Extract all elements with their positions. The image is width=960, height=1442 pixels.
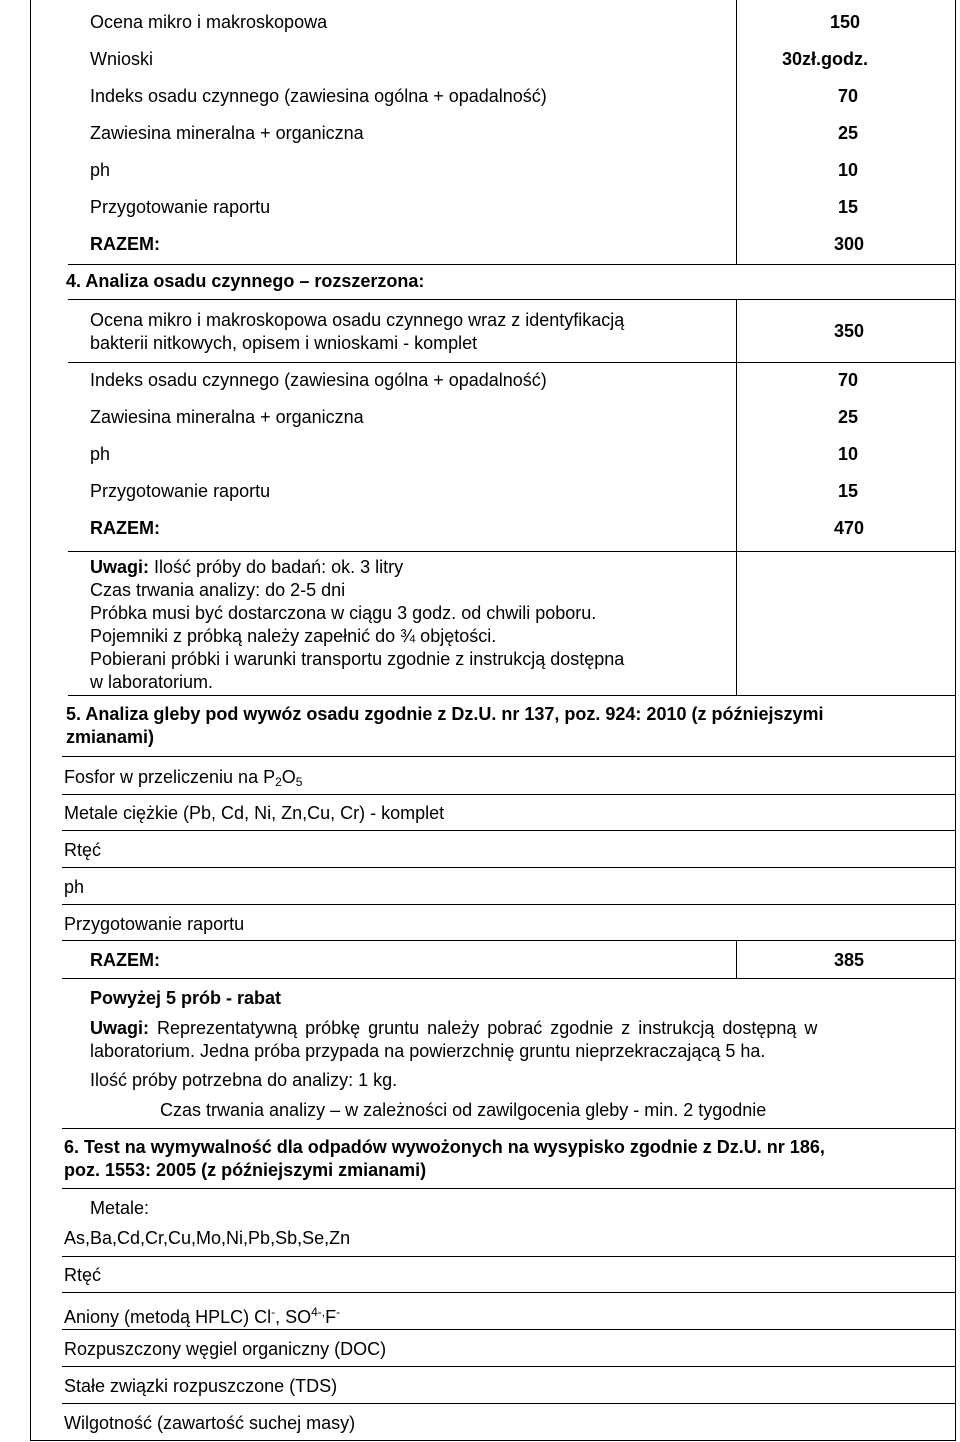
item-doc: Rozpuszczony węgiel organiczny (DOC) — [64, 1339, 387, 1359]
aniony-superscript: 4-, — [311, 1305, 326, 1319]
section-title: zmianami) — [66, 727, 155, 747]
column-divider — [736, 0, 737, 264]
notes-line: w laboratorium. — [90, 672, 214, 692]
total-value: 300 — [833, 234, 864, 254]
row-value: 70 — [837, 86, 858, 106]
row-label: Przygotowanie raportu — [90, 197, 271, 217]
aniony-text: Aniony (metodą HPLC) Cl — [64, 1307, 272, 1327]
row-divider — [62, 794, 956, 795]
uwagi-text: Reprezentatywną próbkę gruntu należy pobrać zgodnie z instrukcją dostępną w — [149, 1018, 818, 1038]
row-label: Zawiesina mineralna + organiczna — [90, 407, 364, 427]
fosfor-text: O — [281, 767, 296, 787]
row-divider — [62, 904, 956, 905]
item-tds: Stałe związki rozpuszczone (TDS) — [64, 1376, 338, 1396]
row-divider — [68, 264, 956, 265]
notes-line: Czas trwania analizy: do 2-5 dni — [90, 580, 346, 600]
uwagi-line: laboratorium. Jedna próba przypada na powierzchnię gruntu nieprzekraczającą 5 ha. — [90, 1041, 766, 1061]
total-label: RAZEM: — [90, 518, 160, 538]
aniony-text: , SO — [275, 1307, 312, 1327]
item-aniony — [64, 1301, 340, 1328]
row-divider — [62, 1329, 956, 1330]
uwagi-line: Ilość próby potrzebna do analizy: 1 kg. — [90, 1070, 398, 1090]
total-label: RAZEM: — [90, 234, 160, 254]
row-divider — [62, 830, 956, 831]
notes-text: Ilość próby do badań: ok. 3 litry — [149, 557, 404, 577]
row-label: Ocena mikro i makroskopowa — [90, 12, 328, 32]
row-divider — [68, 299, 956, 300]
row-value: 10 — [837, 444, 858, 464]
uwagi-line: Czas trwania analizy – w zależności od zawilgocenia gleby - min. 2 tygodnie — [160, 1100, 767, 1120]
row-label: bakterii nitkowych, opisem i wnioskami - komplet — [90, 333, 478, 353]
row-value: 150 — [829, 12, 860, 32]
row-value: 30zł.godz. — [781, 49, 868, 69]
fosfor-subscript: 2 — [275, 775, 282, 789]
row-divider — [62, 756, 956, 757]
row-divider — [62, 978, 956, 979]
row-divider — [62, 1128, 956, 1129]
item-metale-label: Metale: — [90, 1198, 150, 1218]
notes-line: Pojemniki z próbką należy zapełnić do ¾ objętości. — [90, 626, 497, 646]
item-ph: ph — [64, 877, 85, 897]
row-label: Zawiesina mineralna + organiczna — [90, 123, 364, 143]
item-raport: Przygotowanie raportu — [64, 914, 245, 934]
row-label: Ocena mikro i makroskopowa osadu czynnego wraz z identyfikacją — [90, 310, 625, 330]
row-value: 15 — [837, 197, 858, 217]
column-divider — [736, 940, 737, 978]
row-divider — [62, 1188, 956, 1189]
row-divider — [62, 867, 956, 868]
row-divider — [62, 1256, 956, 1257]
section-title: 6. Test na wymywalność dla odpadów wywożonych na wysypisko zgodnie z Dz.U. nr 186, — [64, 1137, 825, 1157]
notes-label: Uwagi: — [90, 557, 150, 577]
notes-line: Pobierani próbki i warunki transportu zgodnie z instrukcją dostępna — [90, 649, 625, 669]
aniony-text: F — [325, 1307, 337, 1327]
uwagi-label: Uwagi: — [90, 1018, 150, 1038]
item-fosfor — [64, 766, 302, 793]
row-divider — [62, 940, 956, 941]
row-value: 70 — [837, 370, 858, 390]
row-divider — [68, 695, 956, 696]
notes-line: Próbka musi być dostarczona w ciągu 3 godz. od chwili poboru. — [90, 603, 597, 623]
fosfor-subscript: 5 — [295, 775, 303, 789]
rabat-note: Powyżej 5 prób - rabat — [90, 988, 282, 1008]
total-value: 470 — [833, 518, 864, 538]
row-label: Indeks osadu czynnego (zawiesina ogólna + opadalność) — [90, 86, 547, 106]
fosfor-text: Fosfor w przeliczeniu na P — [64, 767, 276, 787]
aniony-superscript: - — [336, 1305, 341, 1319]
row-value: 25 — [837, 407, 858, 427]
row-value: 15 — [837, 481, 858, 501]
row-divider — [68, 362, 956, 363]
row-divider — [62, 1403, 956, 1404]
section-title: 5. Analiza gleby pod wywóz osadu zgodnie z Dz.U. nr 137, poz. 924: 2010 (z późniejszymi — [66, 704, 824, 724]
section-title: poz. 1553: 2005 (z późniejszymi zmianami) — [64, 1160, 427, 1180]
total-value: 385 — [833, 950, 864, 970]
notes-line — [90, 556, 403, 578]
item-rtec: Rtęć — [64, 1265, 102, 1285]
total-label: RAZEM: — [90, 950, 160, 970]
row-value: 350 — [833, 321, 864, 341]
row-label: Wnioski — [90, 49, 154, 69]
uwagi-line — [90, 1017, 940, 1039]
row-value: 25 — [837, 123, 858, 143]
item-rtec: Rtęć — [64, 840, 102, 860]
row-label: Indeks osadu czynnego (zawiesina ogólna + opadalność) — [90, 370, 547, 390]
row-divider — [62, 1366, 956, 1367]
row-divider — [62, 1292, 956, 1293]
section-title: 4. Analiza osadu czynnego – rozszerzona: — [66, 271, 425, 291]
row-label: Przygotowanie raportu — [90, 481, 271, 501]
aniony-superscript: - — [271, 1305, 276, 1319]
row-label: ph — [90, 160, 111, 180]
item-metale: Metale ciężkie (Pb, Cd, Ni, Zn,Cu, Cr) - komplet — [64, 803, 445, 823]
item-metale-list: As,Ba,Cd,Cr,Cu,Mo,Ni,Pb,Sb,Se,Zn — [64, 1228, 351, 1248]
row-label: ph — [90, 444, 111, 464]
column-divider — [736, 299, 737, 695]
row-value: 10 — [837, 160, 858, 180]
row-divider — [68, 551, 956, 552]
item-wilgotnosc: Wilgotność (zawartość suchej masy) — [64, 1413, 356, 1433]
